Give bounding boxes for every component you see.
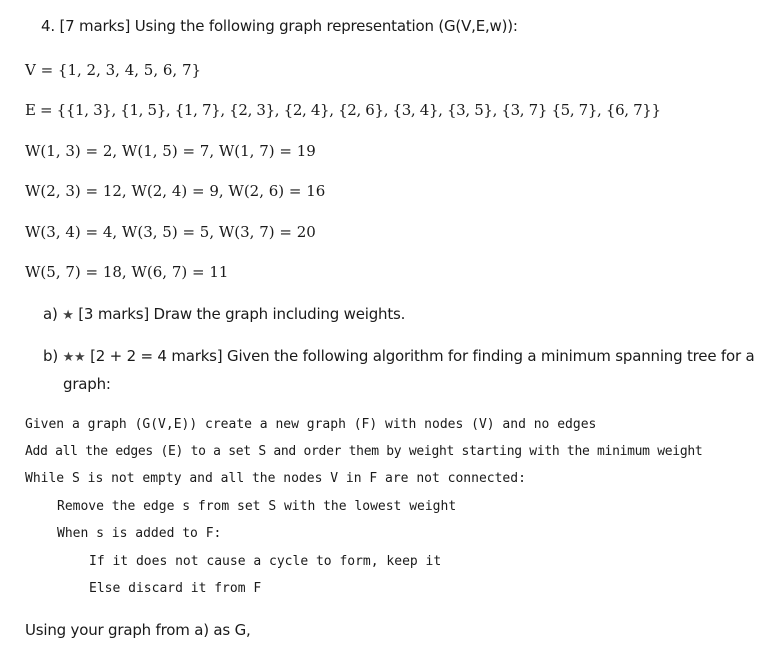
algorithm-line: Else discard it from F: [89, 581, 262, 596]
algorithm-line: While S is not empty and all the nodes V in F are not connected:: [25, 471, 526, 486]
algorithm-line: Given a graph (G(V,E)) create a new graph (F) with nodes (V) and no edges: [25, 417, 597, 432]
difficulty-star-icon: ★: [62, 308, 74, 323]
algorithm-line: Add all the edges (E) to a set S and order them by weight starting with the minimum weight: [25, 444, 703, 459]
part-b-text-continued: graph:: [63, 375, 111, 393]
part-b: [43, 346, 755, 368]
part-a-text: [3 marks] Draw the graph including weights.: [78, 305, 406, 323]
question-heading: 4. [7 marks] Using the following graph representation (G(V,E,w)):: [41, 17, 518, 35]
part-b-text: [2 + 2 = 4 marks] Given the following algorithm for finding a minimum spanning tree for a: [90, 347, 755, 365]
algorithm-line: When s is added to F:: [57, 526, 222, 541]
algorithm-line: If it does not cause a cycle to form, keep it: [89, 554, 442, 569]
difficulty-stars-icon: ★★: [62, 350, 86, 365]
weight-line: W(2, 3) = 12, W(2, 4) = 9, W(2, 6) = 16: [25, 182, 326, 200]
weight-line: W(3, 4) = 4, W(3, 5) = 5, W(3, 7) = 20: [25, 223, 316, 241]
part-a-label: a): [43, 305, 58, 323]
algorithm-line: Remove the edge s from set S with the lowest weight: [57, 499, 457, 514]
edge-set: E = {{1, 3}, {1, 5}, {1, 7}, {2, 3}, {2, 4}, {2, 6}, {3, 4}, {3, 5}, {3, 7} {5, 7}, {6, 7}}: [25, 101, 661, 119]
footer-text: Using your graph from a) as G,: [25, 621, 251, 639]
part-a: [43, 304, 405, 326]
vertex-set: V = {1, 2, 3, 4, 5, 6, 7}: [25, 61, 202, 79]
weight-line: W(1, 3) = 2, W(1, 5) = 7, W(1, 7) = 19: [25, 142, 316, 160]
part-b-label: b): [43, 347, 58, 365]
weight-line: W(5, 7) = 18, W(6, 7) = 11: [25, 263, 229, 281]
